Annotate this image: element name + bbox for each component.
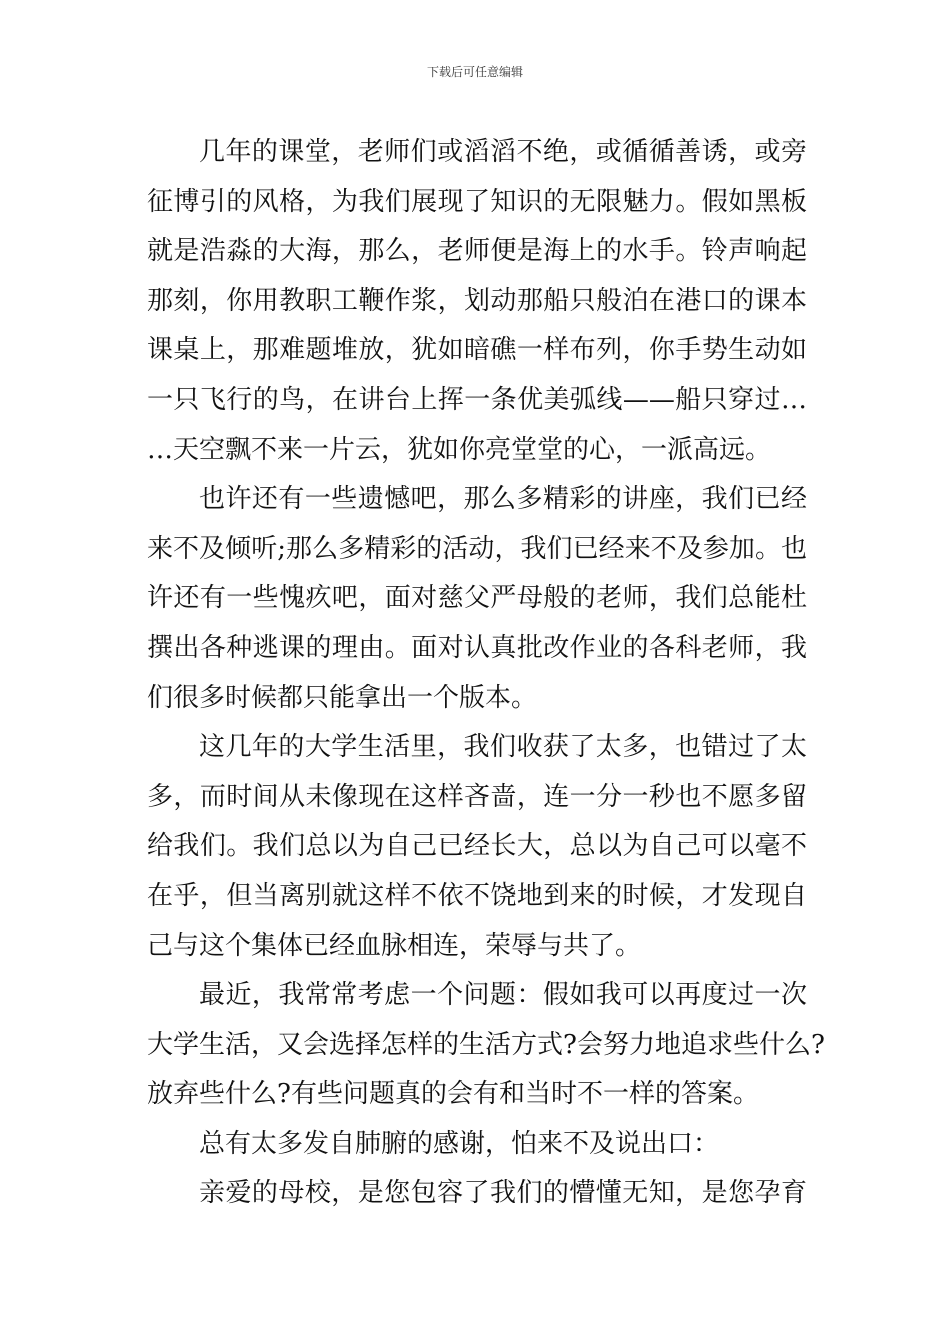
paragraph-5 (147, 1120, 807, 1170)
text-line: 最近，我常常考虑一个问题：假如我可以再度过一次 (199, 980, 807, 1011)
text-line: 也许还有一些遗憾吧，那么多精彩的讲座，我们已经 (199, 484, 807, 515)
text-line: 那刻，你用教职工鞭作浆，划动那船只般泊在港口的课本 (147, 285, 807, 316)
document-body (147, 128, 825, 1219)
text-line: 给我们。我们总以为自己已经长大，总以为自己可以毫不 (147, 831, 807, 862)
paragraph-2 (147, 475, 807, 723)
paragraph-6 (147, 1169, 807, 1219)
text-line: 们很多时候都只能拿出一个版本。 (147, 682, 538, 713)
paragraph-1 (147, 128, 807, 475)
paragraph-4 (147, 971, 825, 1120)
text-line: 亲爱的母校，是您包容了我们的懵懂无知，是您孕育 (199, 1178, 807, 1209)
text-line: 大学生活，又会选择怎样的生活方式?会努力地追求些什么? (147, 1029, 825, 1060)
text-line: 这几年的大学生活里，我们收获了太多，也错过了太 (199, 732, 807, 763)
text-line: 就是浩淼的大海，那么，老师便是海上的水手。铃声响起 (147, 236, 807, 267)
paragraph-3 (147, 723, 807, 971)
text-line: 多，而时间从未像现在这样吝啬，连一分一秒也不愿多留 (147, 781, 807, 812)
text-line: …天空飘不来一片云，犹如你亮堂堂的心，一派高远。 (147, 434, 772, 465)
text-line: 撰出各种逃课的理由。面对认真批改作业的各科老师，我 (147, 632, 807, 663)
text-line: 放弃些什么?有些问题真的会有和当时不一样的答案。 (147, 1079, 759, 1110)
text-line: 几年的课堂，老师们或滔滔不绝，或循循善诱，或旁 (199, 137, 807, 167)
text-line: 一只飞行的鸟，在讲台上挥一条优美弧线——船只穿过… (147, 384, 807, 415)
text-line: 总有太多发自肺腑的感谢，怕来不及说出口： (199, 1128, 720, 1159)
text-line: 征博引的风格，为我们展现了知识的无限魅力。假如黑板 (147, 186, 807, 217)
text-line: 课桌上，那难题堆放，犹如暗礁一样布列，你手势生动如 (147, 335, 807, 366)
text-line: 许还有一些愧疚吧，面对慈父严母般的老师，我们总能杜 (147, 583, 807, 614)
text-line: 己与这个集体已经血脉相连，荣辱与共了。 (147, 930, 642, 961)
page-header: 下载后可任意编辑 (426, 65, 523, 79)
text-line: 在乎，但当离别就这样不依不饶地到来的时候，才发现自 (147, 880, 807, 911)
text-line: 来不及倾听;那么多精彩的活动，我们已经来不及参加。也 (147, 533, 807, 564)
